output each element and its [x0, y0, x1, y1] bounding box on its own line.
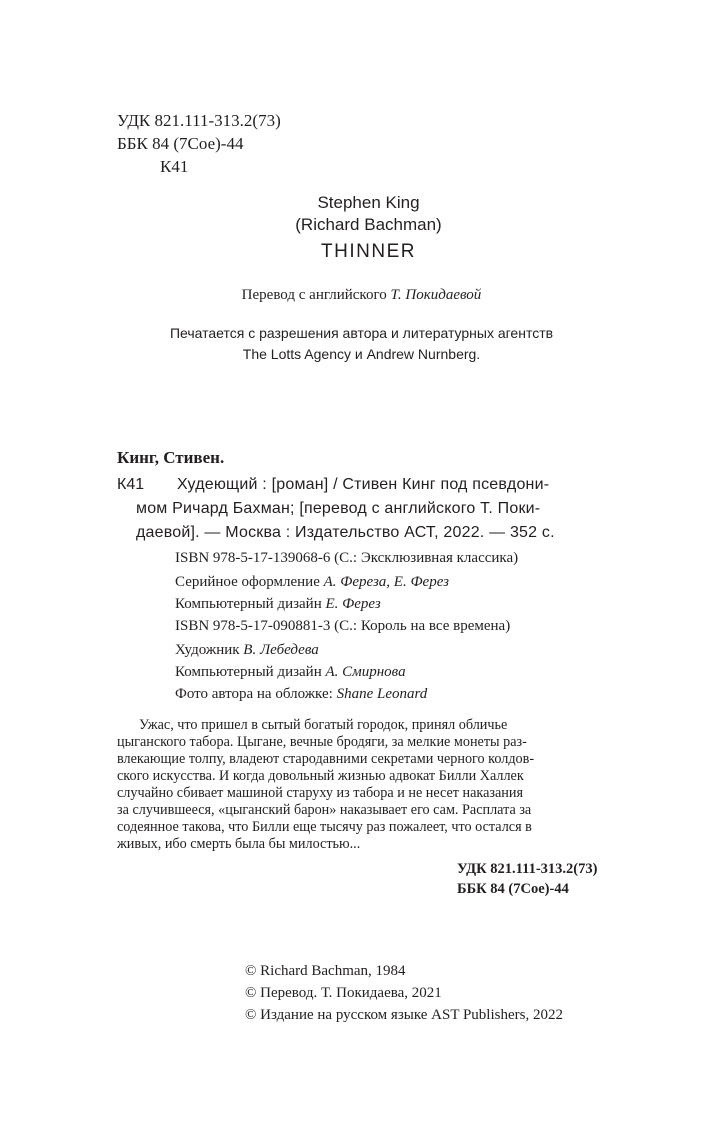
edition-1-credit-2: [175, 592, 381, 616]
annotation-line-2: цыганского табора. Цыгане, вечные бродяги, за мелкие монеты раз-: [117, 734, 527, 750]
annotation-line-3: влекающие толпу, владеют стародавними секретами черного колдов-: [117, 751, 535, 767]
credit-label: Серийное оформление: [175, 574, 320, 590]
credit-label: Компьютерный дизайн: [175, 664, 322, 680]
original-pseudonym: (Richard Bachman): [295, 215, 442, 234]
bib-line-1: Худеющий : [роман] / Стивен Кинг под псевдони-: [177, 476, 550, 493]
bib-mark: К41: [117, 476, 145, 493]
credit-name: Shane Leonard: [336, 686, 428, 702]
translator-name: Т. Покидаевой: [390, 287, 482, 303]
edition-2-credit-3: [175, 682, 427, 706]
credit-name: Е. Ферез: [325, 596, 381, 612]
permission-line-2: The Lotts Agency и Andrew Nurnberg.: [242, 346, 481, 362]
credit-name: А. Фереза, Е. Ферез: [323, 574, 449, 590]
translation-credit: [0, 287, 709, 304]
annotation-line-4: ского искусства. И когда довольный жизнью адвокат Билли Халлек: [117, 768, 524, 784]
credit-label: Художник: [175, 642, 240, 658]
edition-1-credit-1: [175, 570, 449, 594]
original-title: THINNER: [321, 241, 416, 262]
bib-line-3: даевой]. — Москва : Издательство АСТ, 2022. — 352 с.: [136, 524, 555, 541]
isbn-2: ISBN 978-5-17-090881-3 (С.: Король на все времена): [175, 618, 511, 634]
annotation-line-8: живых, ибо смерть была бы милостью...: [117, 836, 361, 852]
udk-code: УДК 821.111-313.2(73): [117, 111, 281, 130]
annotation-line-6: за случившееся, «цыганский барон» наказывает его сам. Расплата за: [117, 802, 532, 818]
credit-label: Компьютерный дизайн: [175, 596, 322, 612]
credit-name: А. Смирнова: [325, 664, 406, 680]
author-mark: К41: [160, 157, 189, 176]
permission-line-1: Печатается с разрешения автора и литературных агентств: [169, 325, 554, 341]
edition-2-credit-2: [175, 660, 406, 684]
credit-name: В. Лебедева: [243, 642, 319, 658]
bottom-udk-code: УДК 821.111-313.2(73): [457, 861, 598, 877]
copyright-1: © Richard Bachman, 1984: [245, 963, 406, 979]
original-author: Stephen King: [317, 193, 420, 212]
annotation-line-1: Ужас, что пришел в сытый богатый городок, принял обличье: [139, 717, 508, 733]
bib-line-2: мом Ричард Бахман; [перевод с английского Т. Поки-: [136, 500, 541, 517]
bib-heading: Кинг, Стивен.: [117, 448, 225, 467]
edition-2-credit-1: [175, 638, 319, 662]
translation-prefix: Перевод с английского: [241, 287, 387, 303]
annotation-line-7: содеянное такова, что Билли еще тысячу раз пожалеет, что остался в: [117, 819, 532, 835]
credit-label: Фото автора на обложке:: [175, 686, 333, 702]
copyright-3: © Издание на русском языке AST Publishers, 2022: [245, 1007, 563, 1023]
bbk-code: ББК 84 (7Сое)-44: [117, 134, 244, 153]
isbn-1: ISBN 978-5-17-139068-6 (С.: Эксклюзивная классика): [175, 550, 519, 566]
bottom-bbk-code: ББК 84 (7Сое)-44: [457, 881, 569, 897]
annotation-line-5: случайно сбивает машиной старуху из табора и не несет наказания: [117, 785, 524, 801]
copyright-2: © Перевод. Т. Покидаева, 2021: [245, 985, 442, 1001]
